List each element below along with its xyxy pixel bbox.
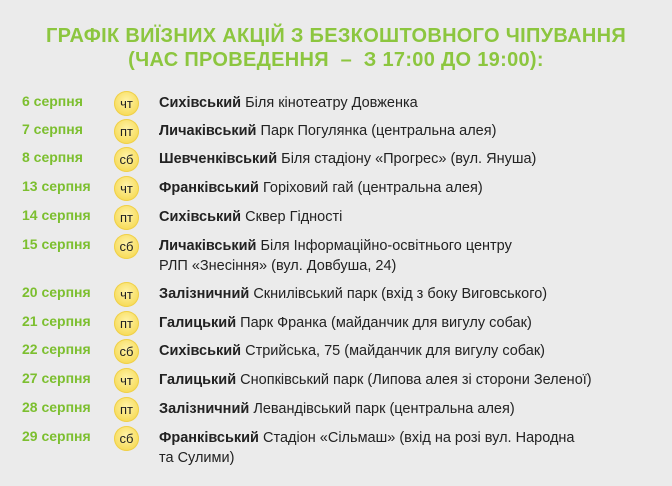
event-row bbox=[0, 118, 672, 144]
weekday-badge: пт bbox=[114, 397, 139, 422]
weekday-badge: сб bbox=[114, 234, 139, 259]
event-location bbox=[159, 178, 659, 198]
event-row bbox=[0, 90, 672, 116]
district-name: Сихівський bbox=[159, 343, 242, 359]
event-row bbox=[0, 281, 672, 307]
place-name: Скнилівський парк (вхід з боку Виговського) bbox=[253, 286, 548, 302]
place-name: Левандівський парк (центральна алея) bbox=[253, 401, 515, 417]
place-name-continued: РЛП «Знесіння» (вул. Довбуша, 24) bbox=[159, 258, 397, 274]
event-date: 22 серпня bbox=[22, 341, 91, 357]
event-date: 28 серпня bbox=[22, 399, 91, 415]
weekday-badge: пт bbox=[114, 119, 139, 144]
title-line-2: (ЧАС ПРОВЕДЕННЯ – З 17:00 ДО 19:00): bbox=[128, 49, 544, 71]
title-line-1: ГРАФІК ВИЇЗНИХ АКЦІЙ З БЕЗКОШТОВНОГО ЧІПУВАННЯ bbox=[45, 25, 627, 47]
district-name: Франківський bbox=[159, 180, 259, 196]
place-name: Стрийська, 75 (майданчик для вигулу собак) bbox=[245, 343, 546, 359]
place-name: Парк Франка (майданчик для вигулу собак) bbox=[240, 315, 532, 331]
district-name: Франківський bbox=[159, 430, 259, 446]
weekday-badge: чт bbox=[114, 368, 139, 393]
weekday-badge: пт bbox=[114, 311, 139, 336]
event-date: 6 серпня bbox=[22, 93, 83, 109]
place-name: Біля стадіону «Прогрес» (вул. Януша) bbox=[281, 151, 537, 167]
place-name: Сквер Гідності bbox=[245, 209, 343, 225]
event-location bbox=[159, 313, 659, 333]
event-row bbox=[0, 310, 672, 336]
event-location bbox=[159, 284, 659, 304]
event-row bbox=[0, 233, 672, 279]
event-location bbox=[159, 207, 659, 227]
district-name: Личаківський bbox=[159, 123, 257, 139]
place-name: Біля Інформаційно-освітнього центру bbox=[260, 238, 512, 254]
event-location bbox=[159, 149, 659, 169]
event-date: 13 серпня bbox=[22, 178, 91, 194]
event-location bbox=[159, 236, 659, 276]
district-name: Залізничний bbox=[159, 401, 250, 417]
weekday-badge: сб bbox=[114, 147, 139, 172]
event-date: 29 серпня bbox=[22, 428, 91, 444]
event-row bbox=[0, 175, 672, 201]
event-date: 14 серпня bbox=[22, 207, 91, 223]
weekday-badge: сб bbox=[114, 426, 139, 451]
weekday-badge: чт bbox=[114, 176, 139, 201]
district-name: Залізничний bbox=[159, 286, 250, 302]
place-name: Парк Погулянка (центральна алея) bbox=[260, 123, 497, 139]
event-date: 15 серпня bbox=[22, 236, 91, 252]
event-row bbox=[0, 338, 672, 364]
event-date: 27 серпня bbox=[22, 370, 91, 386]
event-location bbox=[159, 93, 659, 113]
event-row bbox=[0, 204, 672, 230]
event-date: 20 серпня bbox=[22, 284, 91, 300]
event-location bbox=[159, 121, 659, 141]
event-date: 21 серпня bbox=[22, 313, 91, 329]
event-row bbox=[0, 146, 672, 172]
district-name: Сихівський bbox=[159, 209, 242, 225]
district-name: Сихівський bbox=[159, 95, 242, 111]
event-row bbox=[0, 367, 672, 393]
weekday-badge: сб bbox=[114, 339, 139, 364]
district-name: Личаківський bbox=[159, 238, 257, 254]
place-name: Горіховий гай (центральна алея) bbox=[263, 180, 483, 196]
event-row bbox=[0, 396, 672, 422]
weekday-badge: чт bbox=[114, 91, 139, 116]
district-name: Галицький bbox=[159, 372, 237, 388]
place-name: Снопківський парк (Липова алея зі сторони Зеленої) bbox=[240, 372, 592, 388]
weekday-badge: пт bbox=[114, 205, 139, 230]
event-row bbox=[0, 425, 672, 471]
event-location bbox=[159, 399, 659, 419]
weekday-badge: чт bbox=[114, 282, 139, 307]
place-name-continued: та Сулими) bbox=[159, 450, 235, 466]
event-date: 7 серпня bbox=[22, 121, 83, 137]
event-location bbox=[159, 370, 659, 390]
district-name: Шевченківський bbox=[159, 151, 278, 167]
schedule-title bbox=[0, 24, 672, 72]
place-name: Стадіон «Сільмаш» (вхід на розі вул. Народна bbox=[263, 430, 575, 446]
district-name: Галицький bbox=[159, 315, 237, 331]
event-location bbox=[159, 428, 659, 468]
event-date: 8 серпня bbox=[22, 149, 83, 165]
event-location bbox=[159, 341, 659, 361]
place-name: Біля кінотеатру Довженка bbox=[245, 95, 418, 111]
